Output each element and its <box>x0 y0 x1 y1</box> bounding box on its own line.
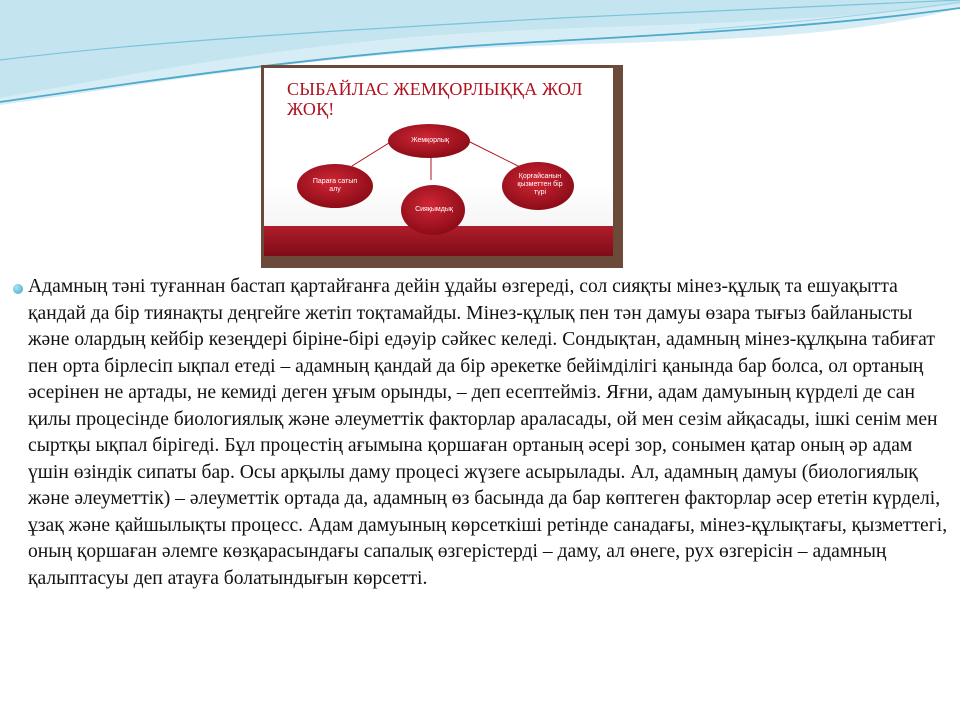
slide-image-title: СЫБАЙЛАС ЖЕМҚОРЛЫҚҚА ЖОЛ ЖОҚ! <box>287 79 583 119</box>
body-paragraph: Адамның тәні туғаннан бастап қартайғанға дейін ұдайы өзгереді, сол сияқты мінез-құлық та ешуақытта қандай да бір тиянақты деңгейге жетіп тоқтамайды. Мінез-құлық пен тән дамуы өзара тығыз байланысты және олардың кейбір кезеңдері біріне-бірі едәуір сәйкес келеді. Сондықтан, адамның мінез-құлқына табиғат пен орта бірлесіп ықпал етеді – адамның қандай да бір әрекетке бейімділігі қанында бар болса, ол ортаның әсерінен не артады, не кемиді деген ұғым орынды, – деп есептейміз. Яғни, адам дамуының күрделі де сан қилы процесінде биологиялық және әлеуметтік факторлар араласады, ой мен сезім айқасады, ішкі сенім мен сыртқы ықпал бірігеді. Бұл процестің ағымына қоршаған ортаның әсері зор, сонымен қатар оның әр адам үшін өзіндік сипаты бар. Осы арқылы даму процесі жүзеге асырылады. Ал, адамның дамуы (биологиялық және әлеуметтік) – әлеуметтік ортада да, адамның өз басында да бар көптеген факторлар әсер ететін күрделі, ұзақ және қайшылықты процесс. Адам дамуының көрсеткіші ретінде санадағы, мінез-құлықтағы, қызметтегі, оның қоршаған әлемге көзқарасындағы сапалық өзгерістерді – даму, ал өнеге, рух өзгерісін – адамның қалыптасуы деп атауға болатындығын көрсетті. <box>28 276 948 589</box>
node-center-label: Сияқымдық <box>415 206 453 213</box>
node-left-label: Параға сатып алу <box>312 178 358 193</box>
slide-diagram-image <box>261 65 623 268</box>
node-top-label: Жемқорлық <box>411 137 449 144</box>
node-right-label: Қорғайсанын қызметтен бір түрі <box>517 173 563 196</box>
bullet-icon <box>13 284 23 294</box>
diagram-graphic <box>264 68 613 256</box>
